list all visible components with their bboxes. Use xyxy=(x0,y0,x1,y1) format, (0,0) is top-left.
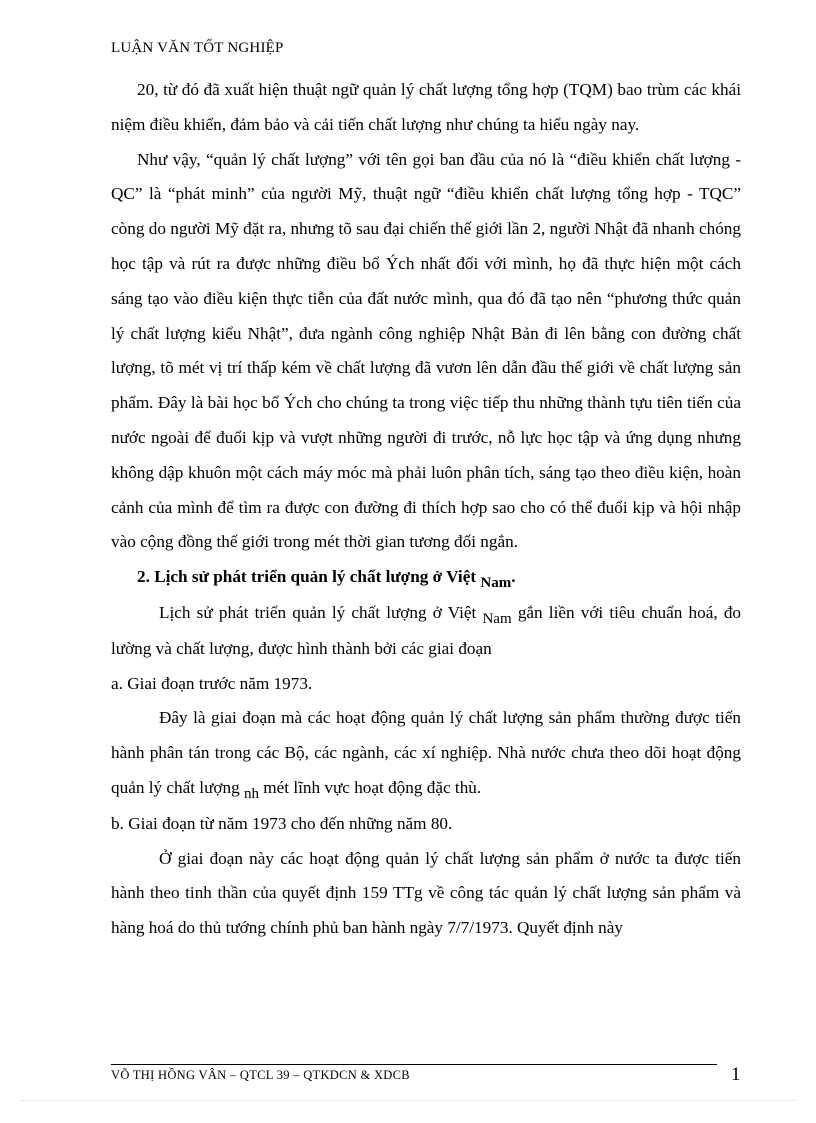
subsection-b-heading: b. Giai đoạn từ năm 1973 cho đến những năm 80. xyxy=(111,813,453,833)
footer-author-line: VÕ THỊ HỒNG VÂN – QTCL 39 – QTKDCN & XDCB xyxy=(111,1068,410,1082)
subsection-a-heading: a. Giai đoạn trước năm 1973. xyxy=(111,673,313,693)
paragraph-before-1973 xyxy=(111,701,741,806)
paragraph-vietnam-history-subscript: Nam xyxy=(482,610,512,627)
paragraph-before-1973-subscript: nh xyxy=(243,785,259,802)
page-number: 1 xyxy=(731,1064,741,1085)
running-header: LUẬN VĂN TỐT NGHIỆP xyxy=(111,40,284,56)
paragraph-before-1973-start: Đây là giai đoạn mà các hoạt động quản lý chất lượng sản phẩm thường được tiến hành phân tán trong các Bộ, các ngành, các xí nghiệp. Nhà nước chưa theo dõi hoạt động quản lý chất lượng xyxy=(111,708,741,797)
section-heading-2 xyxy=(111,560,741,596)
section-heading-text: 2. Lịch sử phát triển quản lý chất lượng ở Việt xyxy=(137,567,477,587)
paragraph-vietnam-history xyxy=(111,596,741,667)
page-bottom-border xyxy=(20,1100,796,1101)
paragraph-vietnam-history-start: Lịch sử phát triển quản lý chất lượng ở Việt xyxy=(159,602,477,622)
body-text xyxy=(111,73,741,946)
paragraph-quality-history: Như vậy, “quản lý chất lượng” với tên gọi ban đầu của nó là “điều khiển chất lượng - QC” là “phát minh” của người Mỹ, thuật ngữ “điều khiển chất lượng tổng hợp - TQC” còng do người Mỹ đặt ra, nhưng tõ sau đại chiến thế giới lần 2, người Nhật đã nhanh chóng học tập và rút ra được những điều bổ Ých nhất đối với mình, họ đã thực hiện một cách sáng tạo vào điều kiện thực tiễn của đất nước mình, qua đó đã tạo nên “phương thức quản lý chất lượng kiểu Nhật”, đưa ngành công nghiệp Nhật Bản đi lên bằng con đường chất lượng, tõ mét vị trí thấp kém về chất lượng đã vươn lên dẫn đầu thế giới về chất lượng sản phẩm. Đây là bài học bổ Ých cho chúng ta trong việc tiếp thu những thành tựu tiên tiến của nước ngoài để đuổi kịp và vượt những người đi trước, nỗ lực học tập và ứng dụng nhưng không dập khuôn một cách máy móc mà phải luôn phân tích, sáng tạo theo điều kiện, hoàn cảnh của mình để tìm ra được con đường đi thích hợp sao cho có thể đuổi kịp và hội nhập vào cộng đồng thế giới trong mét thời gian tương đối ngắn. xyxy=(111,149,741,552)
paragraph-continuation: 20, từ đó đã xuất hiện thuật ngữ quản lý chất lượng tổng hợp (TQM) bao trùm các khái niệm điều khiển, đảm bảo và cải tiến chất lượng như chúng ta hiểu ngày nay. xyxy=(111,80,741,134)
section-heading-subscript: Nam xyxy=(480,575,512,592)
paragraph-vietnam-history-end: gắn liền với tiêu chuẩn hoá, đo lường và chất lượng, được hình thành bởi các giai đoạn xyxy=(111,602,742,658)
footer-divider xyxy=(111,1064,717,1065)
paragraph-1973-to-80s: Ở giai đoạn này các hoạt động quản lý chất lượng sản phẩm ở nước ta được tiến hành theo tinh thần của quyết định 159 TTg về công tác quản lý chất lượng sản phẩm và hàng hoá do thủ tướng chính phủ ban hành ngày 7/7/1973. Quyết định này xyxy=(111,848,741,938)
paragraph-before-1973-end: mét lĩnh vực hoạt động đặc thù. xyxy=(263,777,482,797)
section-heading-period: . xyxy=(511,567,516,587)
